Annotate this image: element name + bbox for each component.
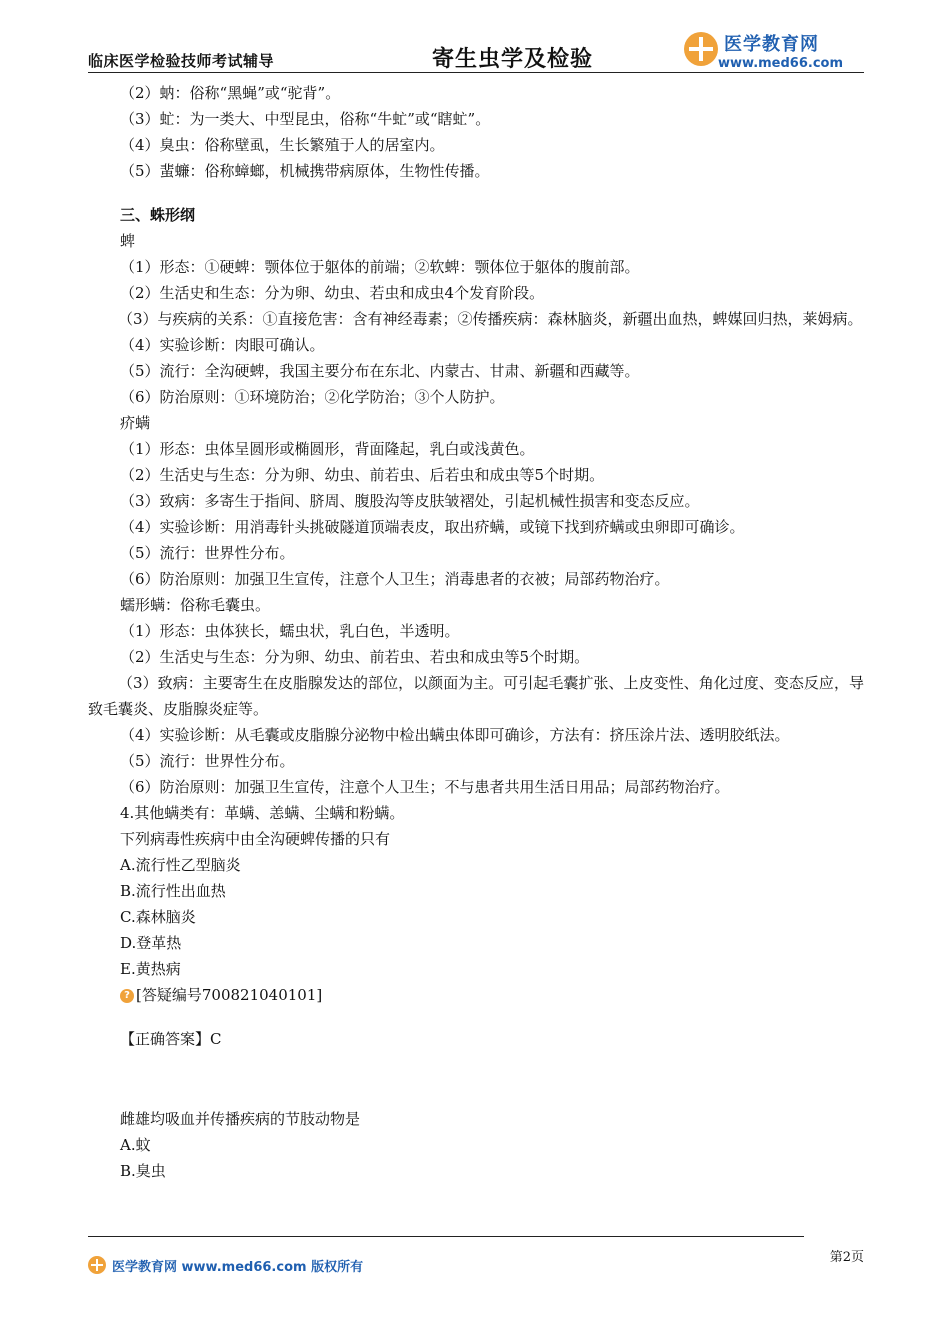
- text-line: （4）实验诊断：从毛囊或皮脂腺分泌物中检出螨虫体即可确诊，方法有：挤压涂片法、透明胶纸法。: [120, 726, 790, 744]
- logo-url: www.med66.com: [718, 56, 844, 71]
- subheading: 蜱: [120, 232, 136, 250]
- text-line: （6）防治原则：加强卫生宣传，注意个人卫生；不与患者共用生活日用品；局部药物治疗。: [120, 778, 730, 796]
- text-line: （3）致病：多寄生于指间、脐周、腹股沟等皮肤皱褶处，引起机械性损害和变态反应。: [120, 492, 700, 510]
- text-line: （2）蚋：俗称“黑蝇”或“驼背”。: [120, 84, 341, 102]
- question-stem: 雌雄均吸血并传播疾病的节肢动物是: [120, 1110, 361, 1128]
- text-line: （1）形态：虫体呈圆形或椭圆形，背面隆起，乳白或浅黄色。: [120, 440, 535, 458]
- document-body: [88, 80, 864, 1184]
- subheading: 疥螨: [120, 414, 151, 432]
- text-paragraph: （3）致病：主要寄生在皮脂腺发达的部位，以颜面为主。可引起毛囊扩张、上皮变性、角化过度、变态反应，导致毛囊炎、皮脂腺炎症等。: [88, 674, 864, 718]
- qa-id: [答疑编号700821040101]: [136, 986, 323, 1004]
- footer-copyright[interactable]: 医学教育网 www.med66.com 版权所有: [112, 1260, 364, 1275]
- text-line: （5）蜚蠊：俗称蟑螂，机械携带病原体，生物性传播。: [120, 162, 490, 180]
- question-stem: 下列病毒性疾病中由全沟硬蜱传播的只有: [120, 830, 391, 848]
- text-line: （4）实验诊断：肉眼可确认。: [120, 336, 325, 354]
- text-line: （6）防治原则：加强卫生宣传，注意个人卫生；消毒患者的衣被；局部药物治疗。: [120, 570, 670, 588]
- text-line: （2）生活史和生态：分为卵、幼虫、若虫和成虫4个发育阶段。: [120, 284, 545, 302]
- text-paragraph: （3）与疾病的关系：①直接危害：含有神经毒素；②传播疾病：森林脑炎，新疆出血热，蜱媒回归热，莱姆病。: [118, 310, 863, 328]
- text-line: （2）生活史与生态：分为卵、幼虫、前若虫、后若虫和成虫等5个时期。: [120, 466, 605, 484]
- text-line: （5）流行：世界性分布。: [120, 752, 295, 770]
- text-line: （2）生活史与生态：分为卵、幼虫、前若虫、若虫和成虫等5个时期。: [120, 648, 590, 666]
- logo-cross-icon: [684, 32, 718, 66]
- question-option: B.流行性出血热: [120, 882, 226, 900]
- text-line: （4）臭虫：俗称壁虱，生长繁殖于人的居室内。: [120, 136, 445, 154]
- text-line: （5）流行：世界性分布。: [120, 544, 295, 562]
- header-subject-title: 寄生虫学及检验: [432, 47, 594, 72]
- logo-name: 医学教育网: [724, 34, 819, 55]
- page-number: 第2页: [829, 1250, 864, 1265]
- header-course-title: 临床医学检验技师考试辅导: [88, 52, 275, 70]
- text-line: （4）实验诊断：用消毒针头挑破隧道顶端表皮，取出疥螨，或镜下找到疥螨或虫卵即可确诊。: [120, 518, 745, 536]
- question-option: C.森林脑炎: [120, 908, 196, 926]
- footer-logo-icon: [88, 1256, 106, 1274]
- text-line: （5）流行：全沟硬蜱，我国主要分布在东北、内蒙古、甘肃、新疆和西藏等。: [120, 362, 640, 380]
- text-line: 4.其他螨类有：革螨、恙螨、尘螨和粉螨。: [120, 804, 405, 822]
- question-option: E.黄热病: [120, 960, 181, 978]
- page-footer: [88, 1250, 864, 1278]
- question-option: A.蚊: [120, 1136, 151, 1154]
- page-header: [88, 30, 864, 74]
- site-logo[interactable]: [684, 30, 864, 74]
- question-mark-icon: ?: [120, 989, 134, 1003]
- footer-divider: [88, 1236, 804, 1237]
- question-option: B.臭虫: [120, 1162, 166, 1180]
- text-line: （3）虻：为一类大、中型昆虫，俗称“牛虻”或“瞎虻”。: [120, 110, 491, 128]
- text-line: （6）防治原则：①环境防治；②化学防治；③个人防护。: [120, 388, 505, 406]
- section-heading: 三、蛛形纲: [120, 206, 196, 224]
- question-option: A.流行性乙型脑炎: [120, 856, 241, 874]
- question-option: D.登革热: [120, 934, 182, 952]
- subheading: 蠕形螨：俗称毛囊虫。: [120, 596, 271, 614]
- text-line: （1）形态：①硬蜱：颚体位于躯体的前端；②软蜱：颚体位于躯体的腹前部。: [120, 258, 640, 276]
- qa-reference[interactable]: [88, 982, 864, 1008]
- header-divider: [88, 72, 864, 73]
- correct-answer: 【正确答案】C: [120, 1030, 222, 1048]
- text-line: （1）形态：虫体狭长，蠕虫状，乳白色，半透明。: [120, 622, 460, 640]
